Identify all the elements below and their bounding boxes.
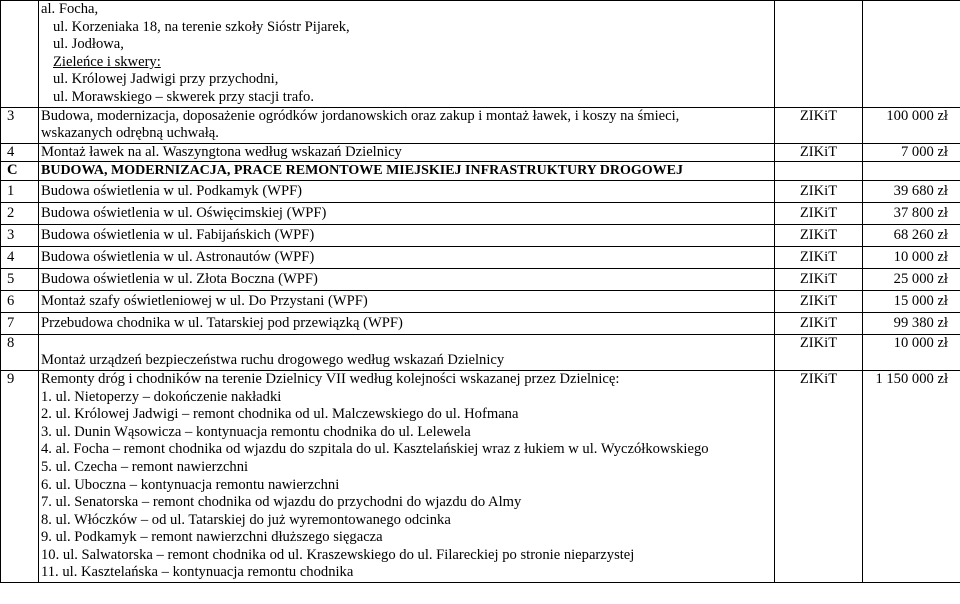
row-amount: 99 380 zł <box>863 312 960 334</box>
row-number: 4 <box>1 246 39 268</box>
row-number: 3 <box>1 107 39 143</box>
row-amount: 10 000 zł <box>863 334 960 370</box>
row-text: wskazanych odrębną uchwałą. <box>41 125 219 142</box>
row-description: Budowa oświetlenia w ul. Podkamyk (WPF) <box>39 180 775 202</box>
row-description <box>39 1 775 108</box>
row-unit <box>775 1 863 108</box>
row-unit: ZIKiT <box>775 180 863 202</box>
row-description <box>39 107 775 143</box>
row-amount: 100 000 zł <box>863 107 960 143</box>
table-row <box>1 246 960 268</box>
row-number: 7 <box>1 312 39 334</box>
row-number: 8 <box>1 334 39 370</box>
table-row <box>1 202 960 224</box>
row-amount: 37 800 zł <box>863 202 960 224</box>
list-item: 3. ul. Dunin Wąsowicza – kontynuacja remontu chodnika do ul. Lelewela <box>41 423 471 440</box>
row-amount: 10 000 zł <box>863 246 960 268</box>
row-description: Budowa oświetlenia w ul. Fabijańskich (WPF) <box>39 224 775 246</box>
row-description: Budowa oświetlenia w ul. Astronautów (WPF) <box>39 246 775 268</box>
row-unit: ZIKiT <box>775 290 863 312</box>
table-row <box>1 107 960 143</box>
list-item: 4. al. Focha – remont chodnika od wjazdu do szpitala do ul. Kasztelańskiej wraz z łukiem w ul. Wyczółkowskiego <box>41 441 709 458</box>
list-item: ul. Morawskiego – skwerek przy stacji trafo. <box>53 88 314 105</box>
row-number: 5 <box>1 268 39 290</box>
row-number: 2 <box>1 202 39 224</box>
list-subheading: Zieleńce i skwery: <box>53 53 161 70</box>
row-number: 9 <box>1 370 39 582</box>
row-unit: ZIKiT <box>775 202 863 224</box>
row-number <box>1 1 39 108</box>
list-item: 6. ul. Uboczna – kontynuacja remontu nawierzchni <box>41 476 340 493</box>
table-row <box>1 370 960 582</box>
row-number: 3 <box>1 224 39 246</box>
row-number: 1 <box>1 180 39 202</box>
list-item: 5. ul. Czecha – remont nawierzchni <box>41 458 249 475</box>
row-text: Remonty dróg i chodników na terenie Dzielnicy VII według kolejności wskazanej przez Dzielnicę: <box>41 370 620 387</box>
list-item: ul. Królowej Jadwigi przy przychodni, <box>53 71 279 88</box>
table-row <box>1 1 960 108</box>
row-unit <box>775 162 863 181</box>
row-unit: ZIKiT <box>775 143 863 162</box>
list-item: ul. Jodłowa, <box>53 36 124 53</box>
table-row <box>1 224 960 246</box>
row-unit: ZIKiT <box>775 246 863 268</box>
row-amount: 7 000 zł <box>863 143 960 162</box>
table-row <box>1 143 960 162</box>
row-unit: ZIKiT <box>775 268 863 290</box>
list-item: 8. ul. Włóczków – od ul. Tatarskiej do już wyremontowanego odcinka <box>41 511 451 528</box>
list-item: al. Focha, <box>41 1 99 17</box>
row-amount: 15 000 zł <box>863 290 960 312</box>
row-amount: 1 150 000 zł <box>863 370 960 582</box>
row-amount: 68 260 zł <box>863 224 960 246</box>
table-row <box>1 268 960 290</box>
section-heading-row <box>1 162 960 181</box>
list-item: 1. ul. Nietoperzy – dokończenie nakładki <box>41 388 282 405</box>
list-item: 9. ul. Podkamyk – remont nawierzchni dłuższego sięgacza <box>41 529 383 546</box>
table-row <box>1 290 960 312</box>
row-amount: 39 680 zł <box>863 180 960 202</box>
row-description: Montaż szafy oświetleniowej w ul. Do Przystani (WPF) <box>39 290 775 312</box>
section-title: BUDOWA, MODERNIZACJA, PRACE REMONTOWE MIEJSKIEJ INFRASTRUKTURY DROGOWEJ <box>39 162 775 181</box>
row-unit: ZIKiT <box>775 107 863 143</box>
row-amount: 25 000 zł <box>863 268 960 290</box>
row-amount <box>863 1 960 108</box>
row-description: Budowa oświetlenia w ul. Złota Boczna (WPF) <box>39 268 775 290</box>
table-row <box>1 312 960 334</box>
row-unit: ZIKiT <box>775 370 863 582</box>
row-description: Montaż ławek na al. Waszyngtona według wskazań Dzielnicy <box>39 143 775 162</box>
list-item: 2. ul. Królowej Jadwigi – remont chodnika od ul. Malczewskiego do ul. Hofmana <box>41 406 519 423</box>
row-number: 4 <box>1 143 39 162</box>
section-letter: C <box>1 162 39 181</box>
row-unit: ZIKiT <box>775 334 863 370</box>
table-row <box>1 334 960 370</box>
list-item: 7. ul. Senatorska – remont chodnika od wjazdu do przychodni do wjazdu do Almy <box>41 494 522 511</box>
row-amount <box>863 162 960 181</box>
list-item: 10. ul. Salwatorska – remont chodnika od ul. Kraszewskiego do ul. Filareckiej po stronie nieparzystej <box>41 546 635 563</box>
row-description: Budowa oświetlenia w ul. Oświęcimskiej (WPF) <box>39 202 775 224</box>
row-description: Montaż urządzeń bezpieczeństwa ruchu drogowego według wskazań Dzielnicy <box>39 334 775 370</box>
list-item: ul. Korzeniaka 18, na terenie szkoły Sióstr Pijarek, <box>53 18 350 35</box>
row-unit: ZIKiT <box>775 224 863 246</box>
list-item: 11. ul. Kasztelańska – kontynuacja remontu chodnika <box>41 564 354 581</box>
row-unit: ZIKiT <box>775 312 863 334</box>
row-description: Przebudowa chodnika w ul. Tatarskiej pod przewiązką (WPF) <box>39 312 775 334</box>
row-description <box>39 370 775 582</box>
row-number: 6 <box>1 290 39 312</box>
row-text: Budowa, modernizacja, doposażenie ogródków jordanowskich oraz zakup i montaż ławek, i koszy na śmieci, <box>41 107 680 124</box>
table-row <box>1 180 960 202</box>
